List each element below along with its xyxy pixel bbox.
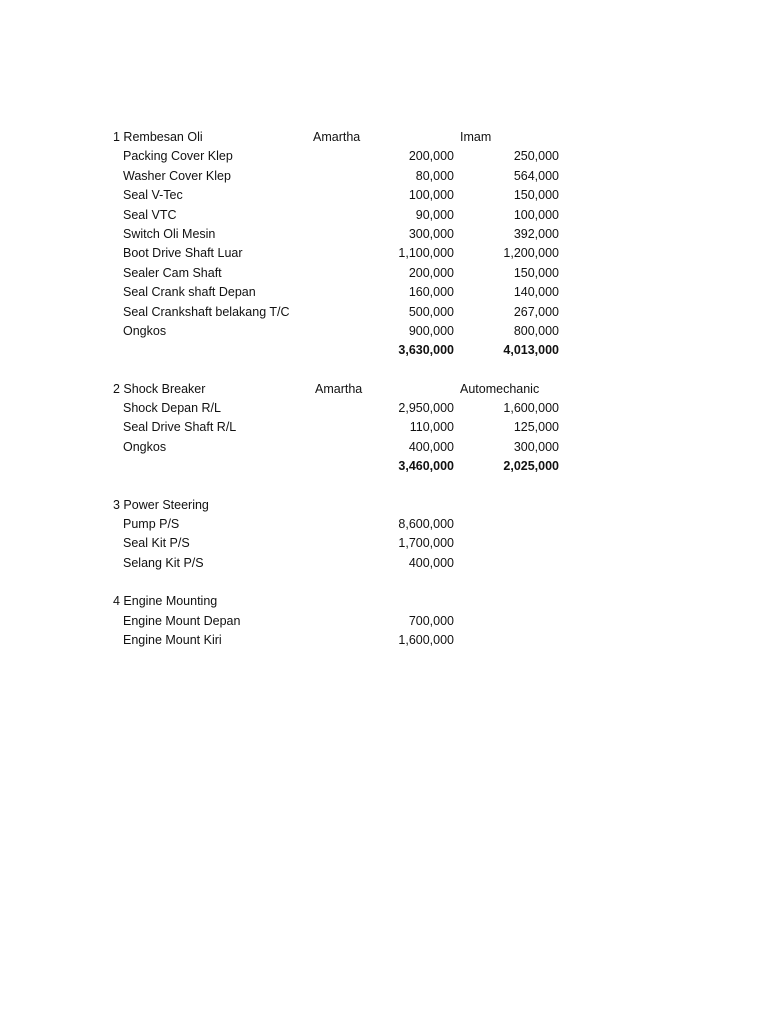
item-row [113, 631, 573, 650]
vendor-2-header: Automechanic [460, 381, 540, 396]
item-row [113, 225, 573, 244]
vendor-1-price: 100,000 [408, 188, 454, 203]
item-row [113, 264, 573, 283]
item-name: Packing Cover Klep [123, 149, 233, 164]
vendor-1-price: 200,000 [408, 149, 454, 164]
item-row [113, 206, 573, 225]
item-name: Seal V-Tec [123, 188, 183, 203]
item-row [113, 612, 573, 631]
section-header-row [113, 380, 573, 399]
vendor-1-price: 400,000 [408, 555, 454, 570]
vendor-1-price: 8,600,000 [398, 517, 454, 532]
vendor-2-price: 250,000 [513, 149, 559, 164]
vendor-2-price: 1,600,000 [503, 401, 559, 416]
vendor-1-header: Amartha [313, 130, 361, 144]
item-name: Sealer Cam Shaft [123, 265, 222, 280]
vendor-2-price: 267,000 [513, 304, 559, 319]
vendor-2-price: 392,000 [513, 226, 559, 241]
total-row [113, 457, 573, 476]
vendor-1-price: 1,700,000 [398, 536, 454, 551]
section-title: 2 Shock Breaker [113, 381, 206, 396]
item-name: Pump P/S [123, 517, 180, 532]
item-name: Seal Kit P/S [123, 536, 190, 551]
item-row [113, 322, 573, 341]
section-shock-breaker [113, 380, 573, 477]
vendor-2-price: 1,200,000 [503, 246, 559, 261]
vendor-2-total: 2,025,000 [503, 459, 559, 474]
vendor-1-price: 200,000 [408, 265, 454, 280]
vendor-1-price: 2,950,000 [398, 401, 454, 416]
item-name: Selang Kit P/S [123, 555, 204, 570]
vendor-2-price: 564,000 [513, 168, 559, 183]
item-row [113, 515, 573, 534]
section-header-row [113, 496, 573, 515]
vendor-2-price: 140,000 [513, 285, 559, 300]
item-name: Seal Drive Shaft R/L [123, 420, 237, 435]
section-title: 1 Rembesan Oli [113, 130, 203, 144]
vendor-2-price: 300,000 [513, 439, 559, 454]
section-header-row [113, 128, 573, 147]
vendor-1-price: 110,000 [409, 420, 454, 435]
spreadsheet-sheet [113, 128, 573, 669]
item-row [113, 534, 573, 553]
item-row [113, 283, 573, 302]
item-name: Switch Oli Mesin [123, 226, 216, 241]
item-name: Seal VTC [123, 207, 177, 222]
item-name: Engine Mount Kiri [123, 632, 222, 647]
section-rembesan-oli [113, 128, 573, 361]
item-row [113, 418, 573, 437]
item-name: Shock Depan R/L [123, 401, 221, 416]
section-header-row [113, 592, 573, 611]
section-title: 4 Engine Mounting [113, 594, 218, 609]
vendor-2-price: 125,000 [513, 420, 559, 435]
item-row [113, 438, 573, 457]
item-name: Boot Drive Shaft Luar [123, 246, 243, 261]
section-engine-mounting [113, 592, 573, 650]
vendor-2-price: 150,000 [513, 188, 559, 203]
item-row [113, 186, 573, 205]
section-title: 3 Power Steering [113, 497, 209, 512]
vendor-1-price: 300,000 [408, 226, 454, 241]
vendor-1-price: 400,000 [408, 439, 454, 454]
vendor-1-price: 90,000 [415, 207, 454, 222]
vendor-1-price: 900,000 [408, 323, 454, 338]
vendor-1-price: 80,000 [415, 168, 454, 183]
item-name: Ongkos [123, 323, 167, 338]
item-row [113, 399, 573, 418]
item-name: Seal Crank shaft Depan [123, 285, 256, 300]
section-power-steering [113, 496, 573, 574]
item-row [113, 147, 573, 166]
vendor-2-price: 150,000 [513, 265, 559, 280]
item-name: Ongkos [123, 439, 167, 454]
item-name: Engine Mount Depan [123, 613, 241, 628]
vendor-2-header: Imam [460, 130, 492, 144]
vendor-2-price: 800,000 [513, 323, 559, 338]
item-row [113, 167, 573, 186]
vendor-1-total: 3,630,000 [398, 343, 454, 358]
vendor-1-price: 500,000 [408, 304, 454, 319]
total-row [113, 341, 573, 360]
vendor-2-price: 100,000 [513, 207, 559, 222]
item-name: Seal Crankshaft belakang T/C [123, 304, 290, 319]
vendor-1-price: 700,000 [408, 613, 454, 628]
vendor-1-total: 3,460,000 [398, 459, 454, 474]
item-row [113, 303, 573, 322]
vendor-2-total: 4,013,000 [503, 343, 559, 358]
vendor-1-price: 1,600,000 [398, 632, 454, 647]
vendor-1-price: 1,100,000 [398, 246, 454, 261]
vendor-1-price: 160,000 [408, 285, 454, 300]
vendor-1-header: Amartha [315, 381, 363, 396]
item-row [113, 554, 573, 573]
item-name: Washer Cover Klep [123, 168, 231, 183]
item-row [113, 244, 573, 263]
